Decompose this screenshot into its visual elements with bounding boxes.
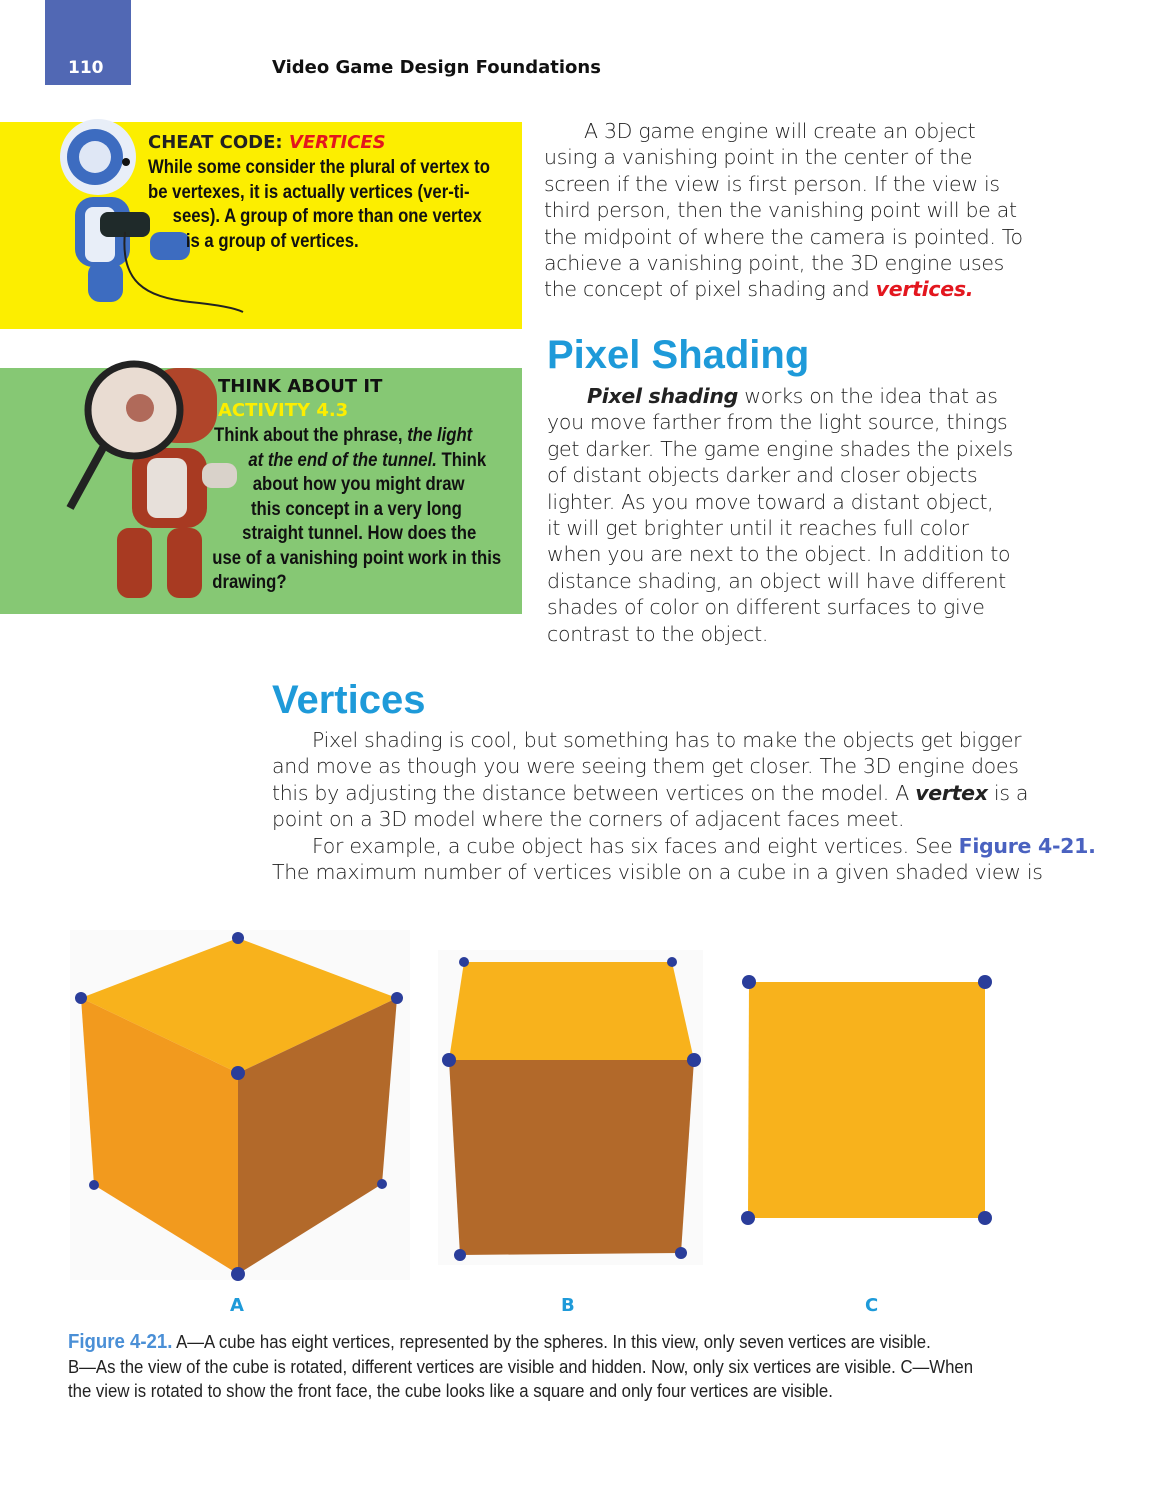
text-line: shades of color on different surfaces to give [547,595,985,620]
text-line: screen if the view is first person. If the view is [544,171,1000,196]
caption-line: B—As the view of the cube is rotated, different vertices are visible and hidden. Now, only six vertices are visible. C—When [68,1356,974,1377]
figure-caption [68,1330,973,1404]
key-term: Pixel shading [587,384,739,408]
pixel-shading-heading: Pixel Shading [547,333,810,377]
vertex-sphere [442,1053,456,1067]
key-term: vertex [915,780,988,805]
cheat-code-body [148,156,490,254]
figure-label-b: B [561,1295,575,1316]
page-number: 110 [68,58,104,78]
pixel-shading-paragraph [547,383,1013,647]
caption-line: the view is rotated to show the front face, the cube looks like a square and only four vertices are visible. [68,1381,833,1401]
think-about-it-heading: THINK ABOUT IT [218,376,383,397]
cheat-line: be vertexes, it is actually vertices (ver-ti- [148,181,470,203]
caption-figure-label: Figure 4-21. [68,1331,173,1353]
caption-line [68,1330,973,1355]
vertex-sphere [391,992,403,1004]
text: works on the idea that as [738,384,998,408]
think-about-it-body [214,424,501,596]
think-line: this concept in a very long [250,498,462,520]
text-line: it will get brighter until it reaches full color [547,516,969,541]
text: For example, a cube object has six faces and eight vertices. See [312,833,959,858]
text: this by adjusting the distance between vertices on the model. A [272,780,916,805]
vertex-sphere [687,1053,701,1067]
vertex-sphere [675,1247,687,1259]
vertex-sphere [377,1179,387,1189]
text: the concept of pixel shading and [544,277,876,302]
text-line: A 3D game engine will create an object [584,119,976,143]
text-line: when you are next to the object. In addition to [547,542,1011,567]
text-line: lighter. As you move toward a distant object, [547,489,994,514]
cheat-code-heading [148,132,386,153]
think-text: Think about the phrase, [214,425,408,446]
figure-reference-link[interactable]: Figure 4-21. [958,833,1096,858]
vertex-sphere [459,957,469,967]
text-line [544,276,1023,302]
vertex-sphere [231,1066,245,1080]
think-phrase: at the end of the tunnel. [248,449,437,471]
cheat-line: sees). A group of more than one vertex [172,206,482,227]
caption-text: A—A cube has eight vertices, represented by the spheres. In this view, only seven vertices are visible. [172,1332,931,1352]
vertex-sphere [667,957,677,967]
vertex-sphere [89,1180,99,1190]
think-line: drawing? [212,572,287,593]
vertex-sphere [978,975,992,989]
think-line: about how you might draw [252,474,465,495]
vertices-heading: Vertices [272,678,426,722]
text-line: third person, then the vanishing point will be at [544,198,1017,223]
vertex-sphere [75,992,87,1004]
text-line [272,780,1096,806]
think-phrase: the light [407,425,473,446]
text-line [272,833,1096,859]
text-line: point on a 3D model where the corners of adjacent faces meet. [272,807,905,832]
cheat-line: is a group of vertices. [185,230,359,252]
think-line [214,424,501,449]
vertex-sphere [741,1211,755,1225]
text: is a [987,780,1029,805]
think-line [214,449,501,474]
activity-number: ACTIVITY 4.3 [218,400,349,421]
text-line: The maximum number of vertices visible on a cube in a given shaded view is [272,860,1043,885]
think-line: straight tunnel. How does the [242,523,477,544]
cube-c [748,982,985,1218]
text-line: using a vanishing point in the center of the [544,145,973,170]
figure-4-21-cubes [0,920,1156,1290]
text-line: get darker. The game engine shades the pixels [547,436,1014,461]
cube-b [449,962,694,1255]
vertex-sphere [231,1267,245,1281]
text-line: and move as though you were seeing them get closer. The 3D engine does [272,754,1019,779]
vertex-sphere [742,975,756,989]
vertex-sphere [454,1249,466,1261]
key-term: vertices. [875,277,974,302]
intro-paragraph [544,118,1023,303]
think-line: use of a vanishing point work in this [212,547,502,569]
cheat-code-label: CHEAT CODE: [148,132,283,153]
text-line: contrast to the object. [547,621,769,646]
text-line: the midpoint of where the camera is pointed. To [544,224,1023,249]
text-line: distance shading, an object will have different [547,568,1006,593]
vertices-paragraph [272,727,1096,885]
text-line: you move farther from the light source, things [547,410,1008,435]
cheat-code-term: VERTICES [288,132,386,153]
figure-label-c: C [865,1295,879,1316]
text-line [547,383,1013,409]
vertex-sphere [232,932,244,944]
text-line: of distant objects darker and closer objects [547,463,978,488]
cheat-line: While some consider the plural of vertex to [148,157,490,178]
vertex-sphere [978,1211,992,1225]
figure-label-a: A [230,1295,244,1316]
think-text: Think [436,449,487,471]
text-line: Pixel shading is cool, but something has to make the objects get bigger [312,728,1022,752]
running-title: Video Game Design Foundations [272,57,601,78]
text-line: achieve a vanishing point, the 3D engine uses [544,251,1005,276]
